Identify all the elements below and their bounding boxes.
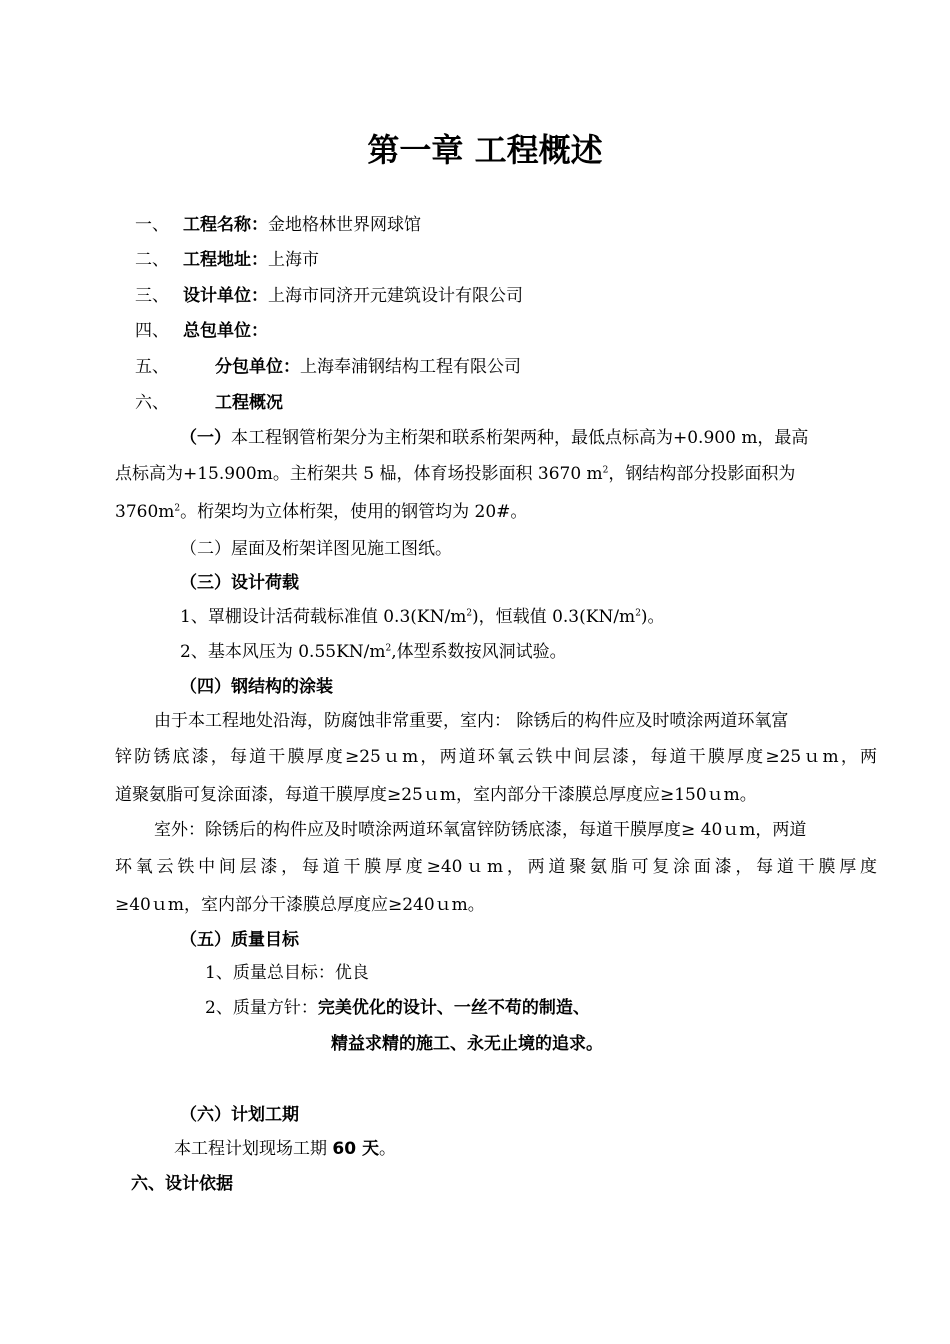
overview-p4-heading: （四）钢结构的涂装	[180, 677, 333, 697]
overview-p4-line6: ≥40ｕm，室内部分干漆膜总厚度应≥240ｕm。	[115, 895, 485, 915]
chapter-title: 第一章 工程概述	[367, 131, 603, 169]
overview-p1-line1: （一）本工程钢管桁架分为主桁架和联系桁架两种，最低点标高为+0.900 m，最高	[180, 428, 809, 448]
overview-p5-line1: 1、质量总目标：优良	[205, 963, 369, 983]
overview-p4-line4: 室外：除锈后的构件应及时喷涂两道环氧富锌防锈底漆，每道干膜厚度≥ 40ｕm，两道	[154, 820, 807, 840]
item-project-address: 二、 工程地址：上海市	[135, 250, 319, 270]
overview-p4-line5: 环氧云铁中间层漆，每道干膜厚度≥40ｕm，两道聚氨脂可复涂面漆，每道干膜厚度	[115, 857, 877, 877]
overview-p3-line1: 1、罩棚设计活荷载标准值 $0.3(KN/m^2)$，恒载值 $0.3(KN/m^2)$。	[180, 607, 665, 627]
overview-p6-line: 本工程计划现场工期 60 天。	[174, 1139, 396, 1159]
design-basis-heading: 六、设计依据	[131, 1174, 233, 1194]
overview-p1-line3: $3760m^2$。桁架均为立体桁架，使用的钢管均为 20#。	[115, 502, 528, 522]
overview-p3-line2: 2、基本风压为 $0.55KN/m^2$,体型系数按风洞试验。	[180, 642, 567, 662]
overview-p5-line3: 精益求精的施工、永无止境的追求。	[331, 1034, 603, 1054]
overview-p6-heading: （六）计划工期	[180, 1105, 299, 1125]
overview-p4-line2: 锌防锈底漆，每道干膜厚度≥25ｕm，两道环氧云铁中间层漆，每道干膜厚度≥25ｕm，两	[115, 747, 877, 767]
overview-p4-line3: 道聚氨脂可复涂面漆，每道干膜厚度≥25ｕm，室内部分干漆膜总厚度应≥150ｕm。	[115, 785, 757, 805]
overview-p4-line1: 由于本工程地处沿海，防腐蚀非常重要，室内： 除锈后的构件应及时喷涂两道环氧富	[154, 711, 789, 731]
overview-p2: （二）屋面及桁架详图见施工图纸。	[180, 539, 452, 559]
item-project-overview: 六、 工程概况	[135, 393, 283, 413]
overview-p1-line2: 点标高为+15.900m。主桁架共 5 榀，体育场投影面积 3670 $m^2$，钢结构部分投影面积为	[115, 464, 796, 484]
overview-p3-heading: （三）设计荷载	[180, 573, 299, 593]
item-design-unit: 三、 设计单位：上海市同济开元建筑设计有限公司	[135, 286, 523, 306]
item-project-name: 一、 工程名称：金地格林世界网球馆	[135, 215, 421, 235]
item-subcontractor: 五、 分包单位：上海奉浦钢结构工程有限公司	[135, 357, 521, 377]
item-general-contractor: 四、 总包单位：	[135, 321, 268, 341]
overview-p5-heading: （五）质量目标	[180, 930, 299, 950]
overview-p5-line2: 2、质量方针：完美优化的设计、一丝不苟的制造、	[205, 998, 590, 1018]
